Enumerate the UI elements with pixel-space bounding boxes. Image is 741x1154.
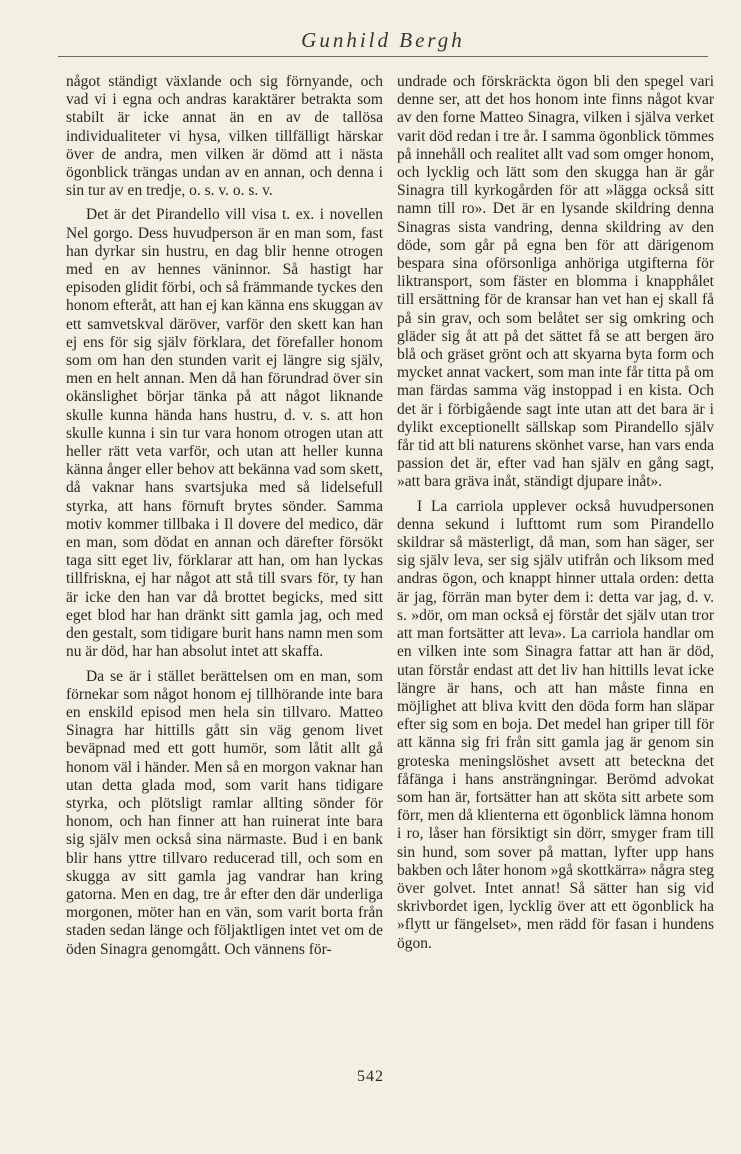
header-rule [58,56,708,57]
paragraph: I La carriola upplever också huvudpersonen denna sekund i lufttomt rum som Pirandello skildrar så mästerligt, då man, som han säger, ser sig själv leva, ser sig själv utifrån och liksom med andras ögon, och knappt hinner uttala orden: detta är jag, förrän man byter dem i: detta var jag, d. v. s. »dör, om man också ej förstår det själv utan tror att man fortsätter att leva». La carriola handlar om en vilken inte som Sinagra fattar att han är död, utan förstår endast att det liv han hittills levat icke längre är hans, och att han måste finna en möjlighet att bliva kvitt den döda form han släpar efter sig som en boja. Det medel han griper till för att känna sig fri från sitt gamla jag är genom sin groteska meningslöshet avsett att beteckna det fåfänga i hans ansträngningar. Berömd advokat som han är, fortsätter han att sköta sitt arbete som förr, men då klienterna ett ögonblick lämna honom i ro, låser han försiktigt sin dörr, smyger fram till sin hund, som sover på mattan, lyfter upp hans bakben och låter honom »gå skottkärra» några steg över golvet. Intet annat! Så sätter han sig vid skrivbordet igen, lycklig över att ett ögonblick ha »flytt ur fängelset», men rädd för fasan i hundens ögon. [397,497,714,952]
header-author: Gunhild Bergh [301,28,465,52]
right-column [397,73,714,953]
paragraph: Da se är i stället berättelsen om en man, som förnekar som något honom ej tillhörande inte bara en enskild episod men hela sin tillvaro. Matteo Sinagra har hittills gått sin väg genom livet beväpnad med ett gott humör, som låtit allt gå honom väl i händer. Men så en morgon vaknar han utan detta glada mod, som varit hans tidigare styrka, och plötsligt ramlar allting sönder för honom, och han finner att han ruinerat inte bara sig själv men också sina närmaste. Bud i en bank blir hans yttre tillvaro reducerad till, och som en skugga av sitt gamla jag vandrar han kring gatorna. Men en dag, tre år efter den där underliga morgonen, möter han en vän, som varit borta från staden sedan länge och följaktligen intet vet om de öden Sinagra genomgått. Och vännens för- [66,667,383,958]
paragraph: något ständigt växlande och sig förnyande, och vad vi i egna och andras karaktärer betrakta som stabilt är icke annat än en av de tallösa individualiteter vi hysa, vilken tillfälligt härskar över de andra, men vilken är dömd att i nästa ögonblick trängas undan av en annan, och denna i sin tur av en tredje, o. s. v. o. s. v. [66,73,383,200]
running-header [58,28,708,57]
page-number: 542 [357,1068,384,1085]
paragraph: undrade och förskräckta ögon bli den spegel vari denne ser, att det hos honom inte finns något kvar av den forne Matteo Sinagra, vilken i själva verket varit död redan i tre år. I samma ögonblick tömmes på innehåll och realitet allt vad som omger honom, och lycklig och lätt som den skugga han är går Sinagra till kyrkogården för att »lägga också sitt namn till ro». Det är en lysande skildring denna Sinagras sista vandring, denna skildring av den döde, som går på egna ben för att därigenom bespara sina oförsonliga anhöriga utgifterna för liktransport, som fäster en blomma i knapphålet till ersättning för de kransar han vet han ej skall få på sin grav, och som belåtet ser sig omkring och gläder sig åt att på det sättet få se att bergen äro blå och gräset grönt och att skyarna byta form och mycket annat vackert, som man inte får titta på om man färdas samma väg instoppad i en kista. Och det är i förbigående sagt inte utan att det bara är i dylikt exceptionellt sällskap som Pirandello själv får tid att bli naturens skönhet varse, han vars enda passion det är, efter vad han själv en gång sagt, »att bara gräva inåt, ständigt djupare inåt». [397,73,714,491]
paragraph: Det är det Pirandello vill visa t. ex. i novellen Nel gorgo. Dess huvudperson är en man som, fast han dyrkar sin hustru, en dag blir henne otrogen med en av hennes väninnor. Så hastigt har episoden glidit förbi, och så främmande tyckes den honom efteråt, att han ej kan känna ens skuggan av ett samvetskval däröver, varför den skett kan han ej ens för sig själv förklara, det förefaller honom som om han den stunden varit ej längre sig själv, men en helt annan. Men då han förundrad över sin okänslighet börjar tänka på att något liknande skulle kunna hända hans hustru, d. v. s. att hon skulle kunna i sin tur vara honom otrogen utan att heller rätt veta varför, och utan att heller kunna känna ånger eller behov att bekänna vad som skett, då vaknar hans svartsjuka med så lidelsefull styrka, att hans förnuft brytes sönder. Samma motiv kommer tillbaka i Il dovere del medico, där en man, som dödat en annan och därefter försökt taga sitt eget liv, förklarar att han, om han lyckas tillfriskna, ej har något att stå till svars för, ty han är icke den han var då brottet begicks, med sitt eget blod har han dränkt sitt gamla jag, och med den gestalt, som tidigare burit hans namn men som nu är död, har han absolut intet att skaffa. [66,206,383,661]
left-column [66,73,383,959]
